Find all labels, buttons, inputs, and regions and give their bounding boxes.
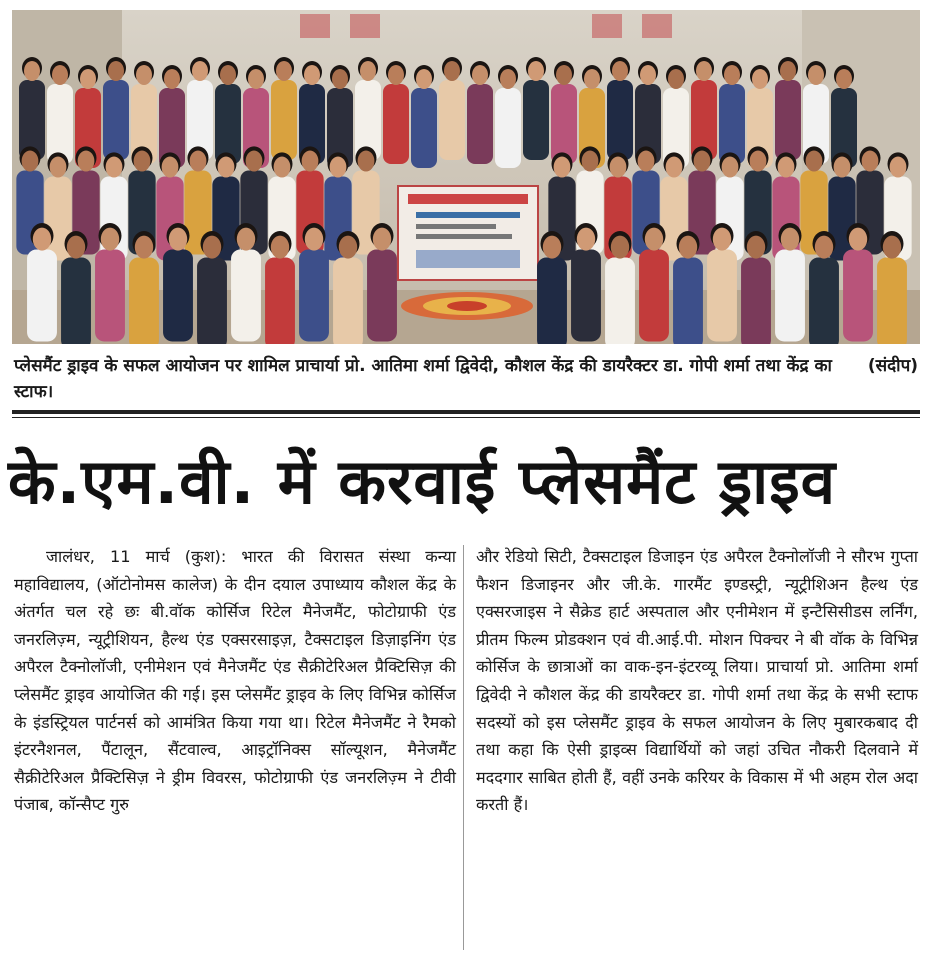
person [707,223,737,341]
person [47,61,73,164]
person [809,231,839,344]
person [129,231,159,344]
person [355,57,381,160]
person [439,57,465,160]
person [639,223,669,341]
person [333,231,363,344]
person [163,223,193,341]
person [571,223,601,341]
person [495,65,521,168]
column-divider [463,545,464,950]
person [61,231,91,344]
person [551,61,577,164]
person [467,61,493,164]
person [775,223,805,341]
divider-rule-thin [12,417,920,418]
person [663,65,689,168]
person [95,223,125,341]
person [299,223,329,341]
group-photo [12,10,920,344]
divider-rule [12,410,920,414]
person [719,61,745,164]
person [523,57,549,160]
headline: के.एम.वी. में करवाई प्लेसमैंट ड्राइव [8,445,837,518]
person [187,57,213,160]
person [831,65,857,168]
article-column-right: और रेडियो सिटी, टैक्सटाइल डिजाइन एंड अपैरल टैक्नोलॉजी ने सौरभ गुप्ता फैशन डिजाइनर और जी.के. गारमैंट इण्डस्ट्री, न्यूट्रीशिअन हैल्थ एंड एक्सरजाइस ने सैक्रेड हार्ट अस्पताल और एनीमेशन में इन्टैसिसीडस लर्निंग, प्रीतम फिल्म प्रोडक्शन एवं वी.आई.पी. मोशन पिक्चर ने बी वॉक के विभिन्न कोर्सिज के छात्राओं का वाक-इन-इंटरव्यू लिया। प्राचार्या प्रो. आतिमा शर्मा द्विवेदी ने कौशल केंद्र की डायरैक्टर डा. गोपी शर्मा तथा केंद्र के सभी स्टाफ सदस्यों को इस प्लेसमैंट ड्राइव के सफल आयोजन के लिए मुबारकबाद दी तथा कहा कि ऐसी ड्राइव्स विद्यार्थियों को जहां उचित नौकरी दिलवाने में मददगार साबित होती हैं, वहीं उनके करियर के विकास में भी अहम रोल अदा करती हैं। [476,547,918,815]
person [271,57,297,160]
person [197,231,227,344]
person [159,65,185,168]
person [741,231,771,344]
person [843,223,873,341]
person [673,231,703,344]
person [877,231,907,344]
caption-text: प्लेसमैंट ड्राइव के सफल आयोजन पर शामिल प्राचार्या प्रो. आतिमा शर्मा द्विवेदी, कौशल केंद्र की डायरैक्टर डा. गोपी शर्मा तथा केंद्र का स्टाफ। [14,356,832,402]
person [607,57,633,160]
person [19,57,45,160]
person [231,223,261,341]
photo-caption [14,353,918,405]
rangoli [401,292,533,320]
person [691,57,717,160]
person [265,231,295,344]
person [537,231,567,344]
person [775,57,801,160]
person [367,223,397,341]
person [411,65,437,168]
person [383,61,409,164]
person [605,231,635,344]
person [27,223,57,341]
person [327,65,353,168]
article-column-left: जालंधर, 11 मार्च (कुश): भारत की विरासत संस्था कन्या महाविद्यालय, (ऑटोनोमस कालेज) के दीन दयाल उपाध्याय कौशल केंद्र के अंतर्गत चल रहे छः बी.वॉक कोर्सिज रिटेल मैनेजमैंट, फोटोग्राफी एंड जनरलिज़्म, न्यूट्रीशियन, हैल्थ एंड एक्सरसाइज़, टैक्सटाइल डिज़ाइनिंग एंड अपैरल टैक्नोलॉजी, एनीमेशन एवं मैनेजमैंट एंड सैक्रीटेरिअल प्रैक्टिसिज़ की प्लेसमैंट ड्राइव आयोजित की गई। इस प्लेसमैंट ड्राइव के लिए विभिन्न कोर्सिज के इंडस्ट्रियल पार्टनर्स को आमंत्रित किया गया था। रिटेल मैनेजमैंट ने रैमको इंटरनैशनल, पैंटालून, सैंटवाल्व, आइट्रॉनिक्स सॉल्यूशन, मैनेजमैंट सैक्रीटेरिअल प्रैक्टिसिज़ ने ड्रीम विवरस, फोटोग्राफी एंड जनरलिज़्म ने टीवी पंजाब, कॉन्सैप्ट गुरु [14,547,456,815]
person [215,61,241,164]
person [103,57,129,160]
event-banner [398,186,538,280]
group-photo-icon [12,10,920,344]
photo-credit: (संदीप) [867,356,918,376]
